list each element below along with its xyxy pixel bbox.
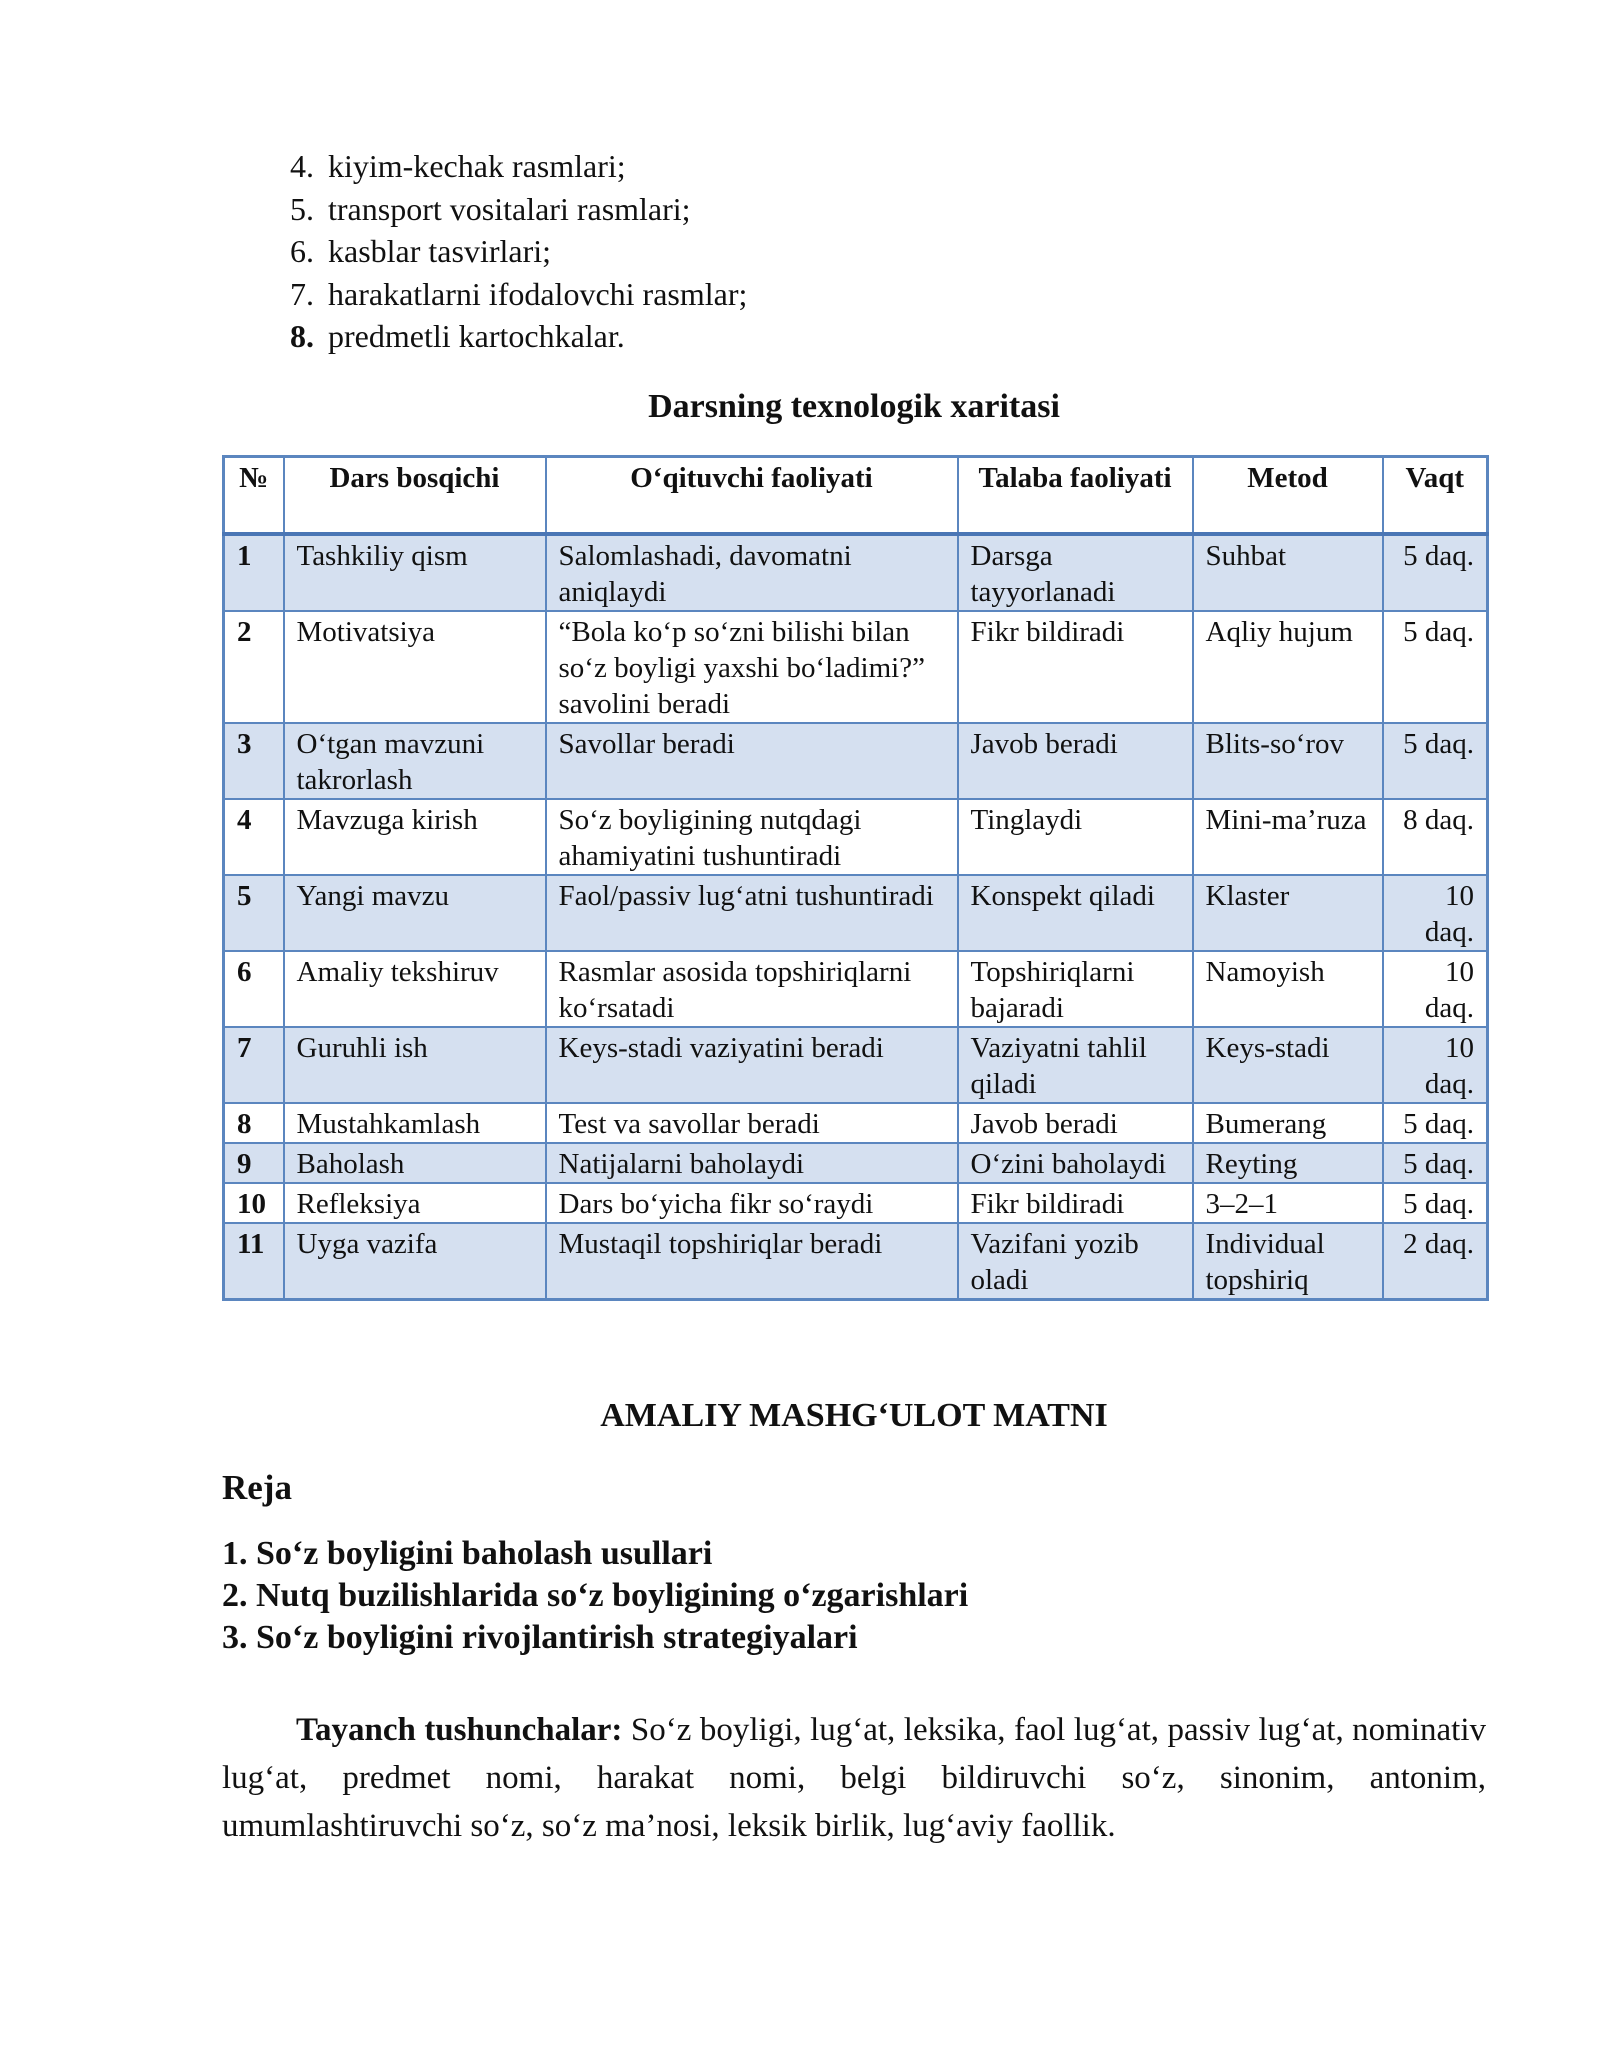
cell-teacher: Natijalarni baholaydi	[546, 1143, 958, 1183]
cell-method: Blits-so‘rov	[1193, 723, 1383, 799]
cell-method: Reyting	[1193, 1143, 1383, 1183]
cell-teacher: Savollar beradi	[546, 723, 958, 799]
list-number: 8.	[290, 318, 314, 354]
list-text: harakatlarni ifodalovchi rasmlar;	[328, 275, 748, 312]
list-item	[260, 145, 1160, 188]
list-text: kiyim-kechak rasmlari;	[328, 148, 626, 184]
cell-teacher: Dars bo‘yicha fikr so‘raydi	[546, 1183, 958, 1223]
list-item	[260, 230, 1160, 273]
cell-student: Konspekt qiladi	[958, 875, 1193, 951]
cell-method: Bumerang	[1193, 1103, 1383, 1143]
cell-stage: Guruhli ish	[284, 1027, 546, 1103]
cell-teacher: Test va savollar beradi	[546, 1103, 958, 1143]
table-row	[224, 951, 1488, 1027]
cell-student: Vazifani yozib oladi	[958, 1223, 1193, 1300]
cell-student: Topshiriqlarni bajaradi	[958, 951, 1193, 1027]
cell-teacher: “Bola ko‘p so‘zni bilishi bilan so‘z boyligi yaxshi bo‘ladimi?” savolini beradi	[546, 611, 958, 723]
cell-time: 5 daq.	[1383, 1103, 1488, 1143]
cell-stage: Mustahkamlash	[284, 1103, 546, 1143]
cell-student: Vaziyatni tahlil qiladi	[958, 1027, 1193, 1103]
cell-student: Darsga tayyorlanadi	[958, 534, 1193, 611]
table-row	[224, 1103, 1488, 1143]
cell-no: 9	[224, 1143, 284, 1183]
cell-time: 5 daq.	[1383, 534, 1488, 611]
table-row	[224, 723, 1488, 799]
cell-no: 2	[224, 611, 284, 723]
cell-student: Javob beradi	[958, 1103, 1193, 1143]
plan-list	[222, 1533, 968, 1659]
cell-time: 10 daq.	[1383, 875, 1488, 951]
cell-time: 5 daq.	[1383, 1183, 1488, 1223]
cell-stage: Tashkiliy qism	[284, 534, 546, 611]
table-row	[224, 611, 1488, 723]
cell-method: Keys-stadi	[1193, 1027, 1383, 1103]
cell-stage: Refleksiya	[284, 1183, 546, 1223]
cell-student: O‘zini baholaydi	[958, 1143, 1193, 1183]
cell-no: 4	[224, 799, 284, 875]
key-concepts-text: So‘z boyligi, lug‘at, leksika, faol lug‘at, passiv lug‘at, nominativ lug‘at, predmet nomi, harakat nomi, belgi bildiruvchi so‘z, sinonim, antonim, umumlashtiruvchi so‘z, so‘z ma’nosi, leksik birlik, lug‘aviy faollik.	[222, 1712, 1486, 1844]
cell-method: Aqliy hujum	[1193, 611, 1383, 723]
header-cell: Metod	[1193, 457, 1383, 535]
list-item	[260, 315, 1160, 358]
list-number: 7.	[290, 275, 314, 312]
list-item	[260, 188, 1160, 231]
list-text: transport vositalari rasmlari;	[328, 190, 691, 227]
list-text: kasblar tasvirlari;	[328, 233, 552, 269]
header-cell: Dars bosqichi	[284, 457, 546, 535]
cell-stage: Amaliy tekshiruv	[284, 951, 546, 1027]
cell-time: 8 daq.	[1383, 799, 1488, 875]
list-text: predmetli kartochkalar.	[328, 318, 625, 354]
cell-time: 2 daq.	[1383, 1223, 1488, 1300]
cell-stage: Motivatsiya	[284, 611, 546, 723]
technology-map-table	[222, 455, 1489, 1301]
key-concepts-paragraph	[222, 1706, 1486, 1850]
table-body	[224, 534, 1488, 1300]
cell-time: 5 daq.	[1383, 611, 1488, 723]
table-row	[224, 534, 1488, 611]
cell-student: Fikr bildiradi	[958, 611, 1193, 723]
section-title: AMALIY MASHG‘ULOT MATNI	[600, 1397, 1108, 1434]
list-number: 5.	[290, 190, 314, 227]
list-number: 6.	[290, 233, 314, 269]
cell-time: 5 daq.	[1383, 1143, 1488, 1183]
cell-stage: O‘tgan mavzuni takrorlash	[284, 723, 546, 799]
cell-time: 5 daq.	[1383, 723, 1488, 799]
list-number: 4.	[290, 148, 314, 184]
cell-no: 10	[224, 1183, 284, 1223]
cell-no: 7	[224, 1027, 284, 1103]
cell-method: Suhbat	[1193, 534, 1383, 611]
header-cell: №	[224, 457, 284, 535]
key-concepts-label: Tayanch tushunchalar:	[296, 1712, 623, 1748]
cell-teacher: Rasmlar asosida topshiriqlarni ko‘rsatadi	[546, 951, 958, 1027]
plan-item: 3. So‘z boyligini rivojlantirish strategiyalari	[222, 1619, 858, 1656]
plan-item: 1. So‘z boyligini baholash usullari	[222, 1535, 713, 1572]
cell-method: Klaster	[1193, 875, 1383, 951]
cell-method: Individual topshiriq	[1193, 1223, 1383, 1300]
cell-student: Fikr bildiradi	[958, 1183, 1193, 1223]
plan-item: 2. Nutq buzilishlarida so‘z boyligining o‘zgarishlari	[222, 1577, 969, 1614]
table-row	[224, 799, 1488, 875]
cell-time: 10 daq.	[1383, 951, 1488, 1027]
cell-method: Namoyish	[1193, 951, 1383, 1027]
cell-no: 1	[224, 534, 284, 611]
cell-teacher: Mustaqil topshiriqlar beradi	[546, 1223, 958, 1300]
cell-no: 5	[224, 875, 284, 951]
cell-teacher: Faol/passiv lug‘atni tushuntiradi	[546, 875, 958, 951]
cell-teacher: Keys-stadi vaziyatini beradi	[546, 1027, 958, 1103]
reja-heading: Reja	[222, 1468, 292, 1507]
cell-method: 3–2–1	[1193, 1183, 1383, 1223]
cell-student: Tinglaydi	[958, 799, 1193, 875]
table-row	[224, 875, 1488, 951]
table-title: Darsning texnologik xaritasi	[648, 388, 1060, 425]
cell-student: Javob beradi	[958, 723, 1193, 799]
cell-no: 3	[224, 723, 284, 799]
table-row	[224, 1027, 1488, 1103]
cell-stage: Yangi mavzu	[284, 875, 546, 951]
cell-time: 10 daq.	[1383, 1027, 1488, 1103]
cell-no: 8	[224, 1103, 284, 1143]
cell-stage: Baholash	[284, 1143, 546, 1183]
list-item	[260, 273, 1160, 316]
table-header-row	[224, 457, 1488, 535]
table-row	[224, 1183, 1488, 1223]
cell-no: 11	[224, 1223, 284, 1300]
cell-method: Mini-ma’ruza	[1193, 799, 1383, 875]
header-cell: Talaba faoliyati	[958, 457, 1193, 535]
table-row	[224, 1143, 1488, 1183]
cell-teacher: Salomlashadi, davomatni aniqlaydi	[546, 534, 958, 611]
table-row	[224, 1223, 1488, 1300]
cell-no: 6	[224, 951, 284, 1027]
header-cell: O‘qituvchi faoliyati	[546, 457, 958, 535]
cell-teacher: So‘z boyligining nutqdagi ahamiyatini tushuntiradi	[546, 799, 958, 875]
header-cell: Vaqt	[1383, 457, 1488, 535]
resource-list	[260, 145, 1160, 358]
cell-stage: Mavzuga kirish	[284, 799, 546, 875]
cell-stage: Uyga vazifa	[284, 1223, 546, 1300]
